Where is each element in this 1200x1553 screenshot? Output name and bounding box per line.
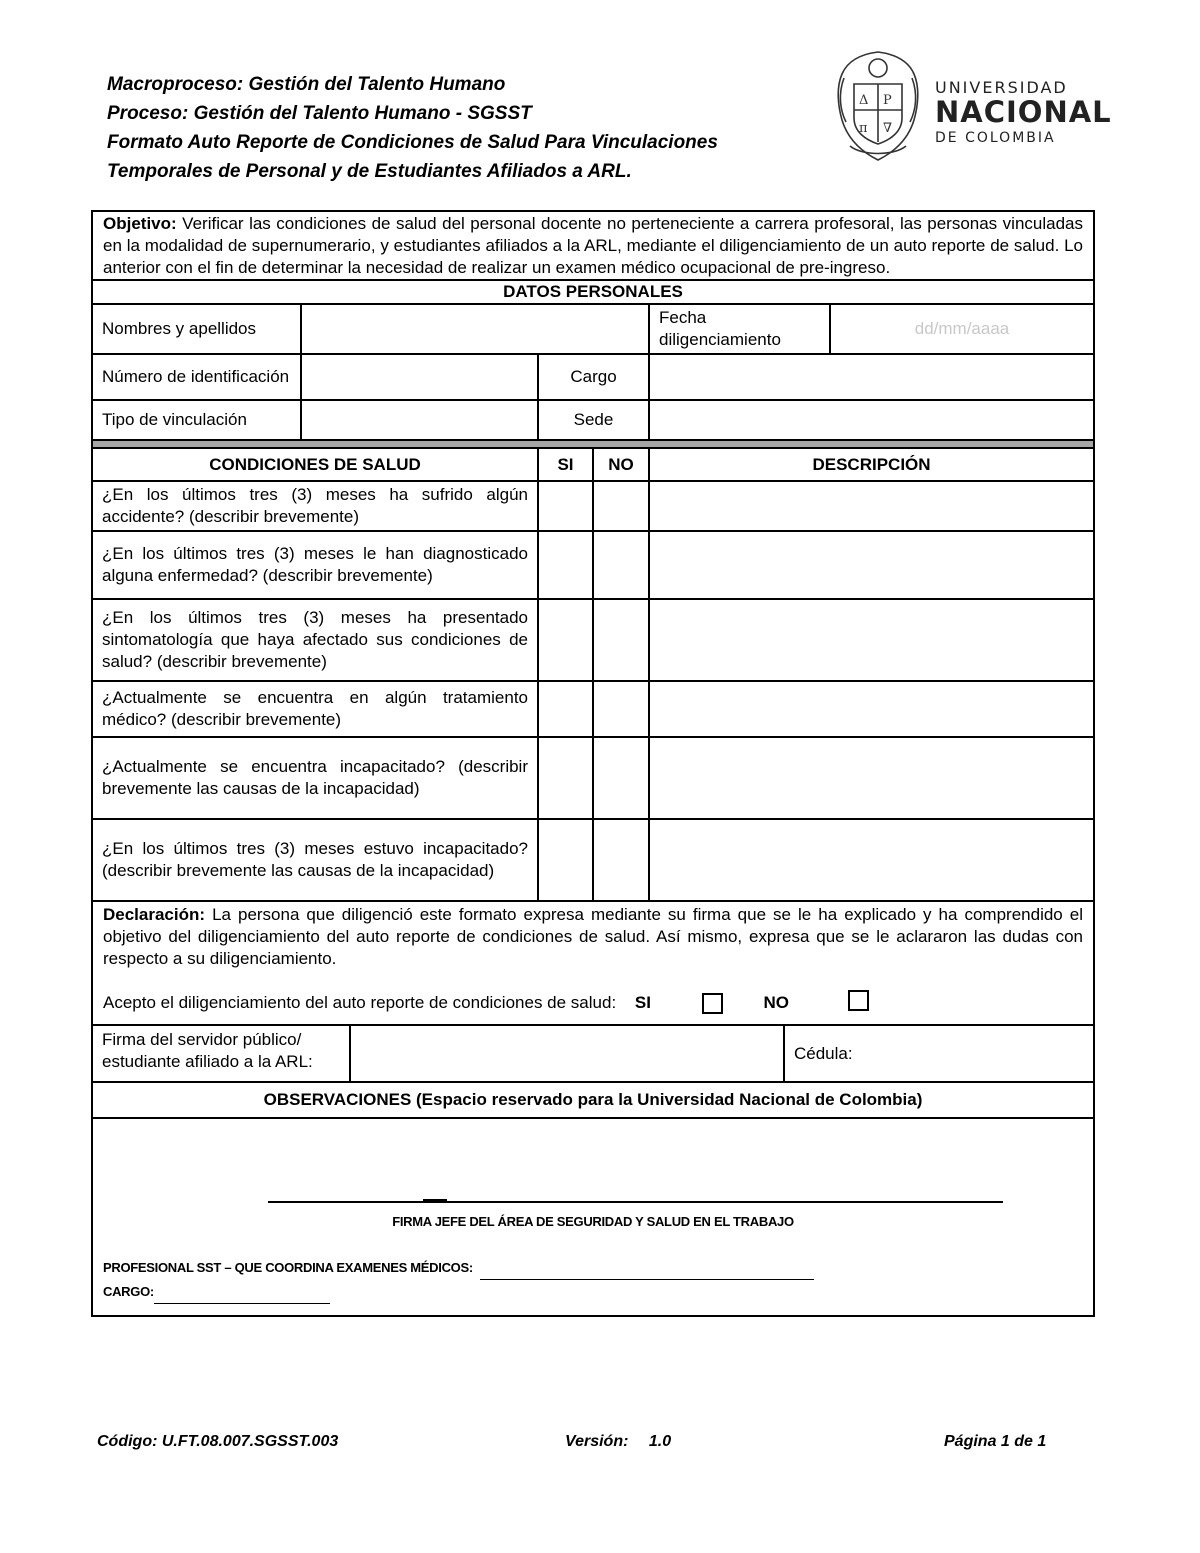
id-number-label: Número de identificación bbox=[92, 354, 301, 400]
condition-description-cell[interactable] bbox=[649, 819, 1094, 901]
sede-field[interactable] bbox=[649, 400, 1094, 440]
observations-title: OBSERVACIONES (Espacio reservado para la Universidad Nacional de Colombia) bbox=[92, 1082, 1094, 1118]
sede-label: Sede bbox=[538, 400, 649, 440]
declaration-cell bbox=[92, 901, 1094, 1025]
cargo-line bbox=[103, 1281, 330, 1304]
table-row bbox=[92, 819, 1094, 901]
logo-text-nacional: NACIONAL bbox=[935, 95, 1112, 129]
objective-text: Verificar las condiciones de salud del personal docente no perteneciente a carrera profesoral, las personas vinculadas en la modalidad de supernumerario, y estudiantes afiliados a la ARL, mediante el diligenciamiento de un auto reporte de salud. Lo anterior con el fin de determinar la necesidad de realizar un examen médico ocupacional de pre-ingreso. bbox=[103, 214, 1084, 277]
condition-no-cell[interactable] bbox=[593, 481, 649, 531]
accept-no-label: NO bbox=[763, 993, 789, 1012]
accept-text: Acepto el diligenciamiento del auto reporte de condiciones de salud: bbox=[103, 993, 617, 1012]
condition-question: ¿En los últimos tres (3) meses ha presentado sintomatología que haya afectado sus condiciones de salud? (describir brevemente) bbox=[92, 599, 538, 681]
professional-field[interactable] bbox=[480, 1257, 814, 1280]
macroproceso-line: Macroproceso: Gestión del Talento Humano bbox=[107, 74, 506, 95]
name-field[interactable] bbox=[301, 304, 649, 354]
svg-text:Δ: Δ bbox=[859, 93, 869, 108]
condition-description-cell[interactable] bbox=[649, 599, 1094, 681]
observations-area[interactable] bbox=[92, 1118, 1094, 1316]
cargo-label: Cargo bbox=[538, 354, 649, 400]
condition-yes-cell[interactable] bbox=[538, 681, 593, 737]
signature-field[interactable] bbox=[351, 1026, 785, 1081]
condition-yes-cell[interactable] bbox=[538, 819, 593, 901]
signature-strip bbox=[93, 1026, 1093, 1081]
cedula-label: Cédula: bbox=[794, 1043, 853, 1063]
declaration-text: La persona que diligenció este formato expresa mediante su firma que se le ha explicado y ha comprendido el objetivo del diligenciamiento del auto reporte de condiciones de salud. Así mismo, expresa que se le aclararon las dudas con respecto a su diligenciamiento. bbox=[103, 905, 1084, 968]
no-header: NO bbox=[593, 448, 649, 481]
description-header: DESCRIPCIÓN bbox=[649, 448, 1094, 481]
condition-description-cell[interactable] bbox=[649, 681, 1094, 737]
condition-question: ¿Actualmente se encuentra incapacitado? (describir brevemente las causas de la incapacidad) bbox=[92, 737, 538, 819]
table-row bbox=[92, 681, 1094, 737]
date-label: Fecha diligenciamiento bbox=[649, 304, 830, 354]
objective-label: Objetivo: bbox=[103, 214, 177, 233]
accept-line bbox=[103, 992, 1083, 1014]
declaration-label: Declaración: bbox=[103, 905, 206, 924]
condition-question: ¿En los últimos tres (3) meses estuvo incapacitado? (describir brevemente las causas de la incapacidad) bbox=[92, 819, 538, 901]
university-logo bbox=[832, 48, 1112, 166]
page-number: Página 1 de 1 bbox=[944, 1433, 1047, 1450]
table-row bbox=[92, 599, 1094, 681]
svg-text:π: π bbox=[859, 121, 868, 136]
condition-yes-cell[interactable] bbox=[538, 481, 593, 531]
supervisor-signature-caption: FIRMA JEFE DEL ÁREA DE SEGURIDAD Y SALUD EN EL TRABAJO bbox=[392, 1214, 794, 1230]
yes-header: SI bbox=[538, 448, 593, 481]
svg-text:∇: ∇ bbox=[883, 121, 893, 136]
personal-data-title: DATOS PERSONALES bbox=[92, 280, 1094, 304]
condition-description-cell[interactable] bbox=[649, 481, 1094, 531]
condition-question: ¿En los últimos tres (3) meses le han diagnosticado alguna enfermedad? (describir brevemente) bbox=[92, 531, 538, 599]
svg-text:P: P bbox=[883, 93, 892, 108]
vinculation-type-field[interactable] bbox=[301, 400, 538, 440]
proceso-line: Proceso: Gestión del Talento Humano - SGSST bbox=[107, 103, 532, 124]
professional-line bbox=[103, 1257, 814, 1280]
condition-yes-cell[interactable] bbox=[538, 599, 593, 681]
condition-question: ¿En los últimos tres (3) meses ha sufrido algún accidente? (describir brevemente) bbox=[92, 481, 538, 531]
signature-label: Firma del servidor público/ estudiante afiliado a la ARL: bbox=[93, 1026, 351, 1081]
condition-no-cell[interactable] bbox=[593, 599, 649, 681]
name-label: Nombres y apellidos bbox=[92, 304, 301, 354]
table-row bbox=[92, 531, 1094, 599]
observations-cargo-label: CARGO: bbox=[103, 1284, 154, 1300]
health-report-form bbox=[91, 210, 1095, 1317]
id-number-field[interactable] bbox=[301, 354, 538, 400]
observations-cargo-field[interactable] bbox=[154, 1281, 330, 1304]
version-number: 1.0 bbox=[648, 1433, 672, 1450]
accept-no-checkbox[interactable] bbox=[848, 990, 869, 1011]
vinculation-type-label: Tipo de vinculación bbox=[92, 400, 301, 440]
objective-cell bbox=[92, 211, 1094, 280]
condition-question: ¿Actualmente se encuentra en algún tratamiento médico? (describir brevemente) bbox=[92, 681, 538, 737]
version-label: Versión: bbox=[565, 1433, 629, 1450]
declaration-row bbox=[92, 901, 1094, 1025]
date-field[interactable]: dd/mm/aaaa bbox=[830, 304, 1094, 354]
section-divider bbox=[92, 440, 1094, 448]
logo-text-colombia: DE COLOMBIA bbox=[935, 130, 1056, 146]
document-code: Código: U.FT.08.007.SGSST.003 bbox=[97, 1433, 339, 1450]
signature-row bbox=[92, 1025, 1094, 1082]
accept-yes-label: SI bbox=[634, 993, 651, 1012]
conditions-header-row bbox=[92, 448, 1094, 481]
table-row bbox=[92, 737, 1094, 819]
condition-description-cell[interactable] bbox=[649, 737, 1094, 819]
conditions-header: CONDICIONES DE SALUD bbox=[92, 448, 538, 481]
condition-no-cell[interactable] bbox=[593, 819, 649, 901]
condition-yes-cell[interactable] bbox=[538, 737, 593, 819]
format-title-line2: Temporales de Personal y de Estudiantes Afiliados a ARL. bbox=[107, 161, 632, 182]
format-title-line1: Formato Auto Reporte de Condiciones de Salud Para Vinculaciones bbox=[107, 132, 718, 153]
version-block bbox=[565, 1433, 671, 1451]
coat-of-arms-icon bbox=[832, 48, 924, 166]
accept-yes-checkbox[interactable] bbox=[702, 993, 723, 1014]
condition-no-cell[interactable] bbox=[593, 681, 649, 737]
supervisor-signature-line[interactable] bbox=[268, 1201, 1003, 1203]
condition-no-cell[interactable] bbox=[593, 531, 649, 599]
condition-description-cell[interactable] bbox=[649, 531, 1094, 599]
cargo-field[interactable] bbox=[649, 354, 1094, 400]
condition-no-cell[interactable] bbox=[593, 737, 649, 819]
professional-label: PROFESIONAL SST – QUE COORDINA EXAMENES MÉDICOS: bbox=[103, 1260, 473, 1276]
objective-row bbox=[92, 211, 1094, 280]
table-row bbox=[92, 481, 1094, 531]
logo-text-universidad: UNIVERSIDAD bbox=[935, 78, 1068, 97]
document-header bbox=[107, 70, 718, 186]
condition-yes-cell[interactable] bbox=[538, 531, 593, 599]
